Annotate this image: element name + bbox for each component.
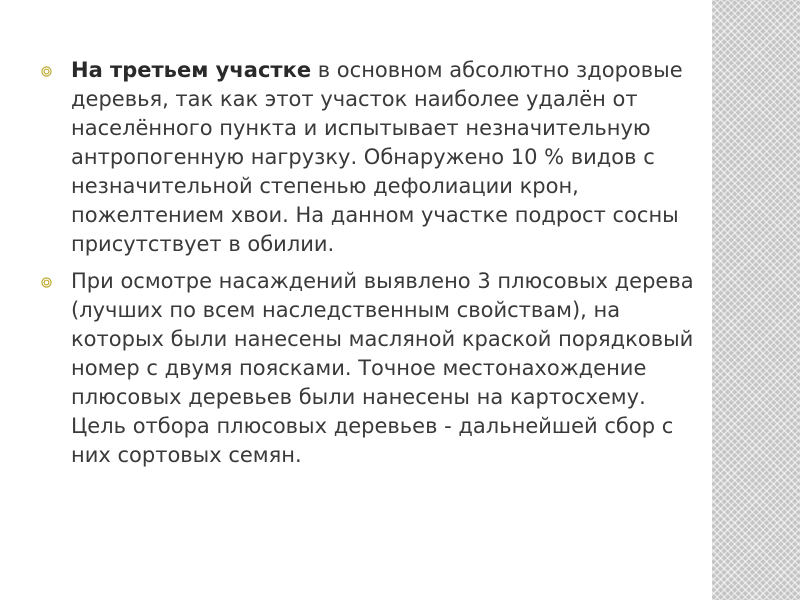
bullet-bold-text: На третьем участке xyxy=(71,58,312,82)
bullet-item xyxy=(40,267,700,470)
decorative-side-band xyxy=(712,0,800,600)
target-bullet-icon xyxy=(41,66,52,77)
target-bullet-icon xyxy=(41,277,52,288)
slide-content xyxy=(40,56,700,478)
bullet-item xyxy=(40,56,700,259)
bullet-text: При осмотре насаждений выявлено 3 плюсовых дерева (лучших по всем наследственным свойствам), на которых были нанесены масляной краской порядковый номер с двумя поясками. Точное местонахождение плюсовых деревьев были нанесены на картосхему. Цель отбора плюсовых деревьев - дальнейшей сбор с них сортовых семян. xyxy=(71,269,694,467)
bullet-text: в основном абсолютно здоровые деревья, так как этот участок наиболее удалён от населённого пункта и испытывает незначительную антропогенную нагрузку. Обнаружено 10 % видов с незначительной степенью дефолиации крон, пожелтением хвои. На данном участке подрост сосны присутствует в обилии. xyxy=(71,58,683,256)
